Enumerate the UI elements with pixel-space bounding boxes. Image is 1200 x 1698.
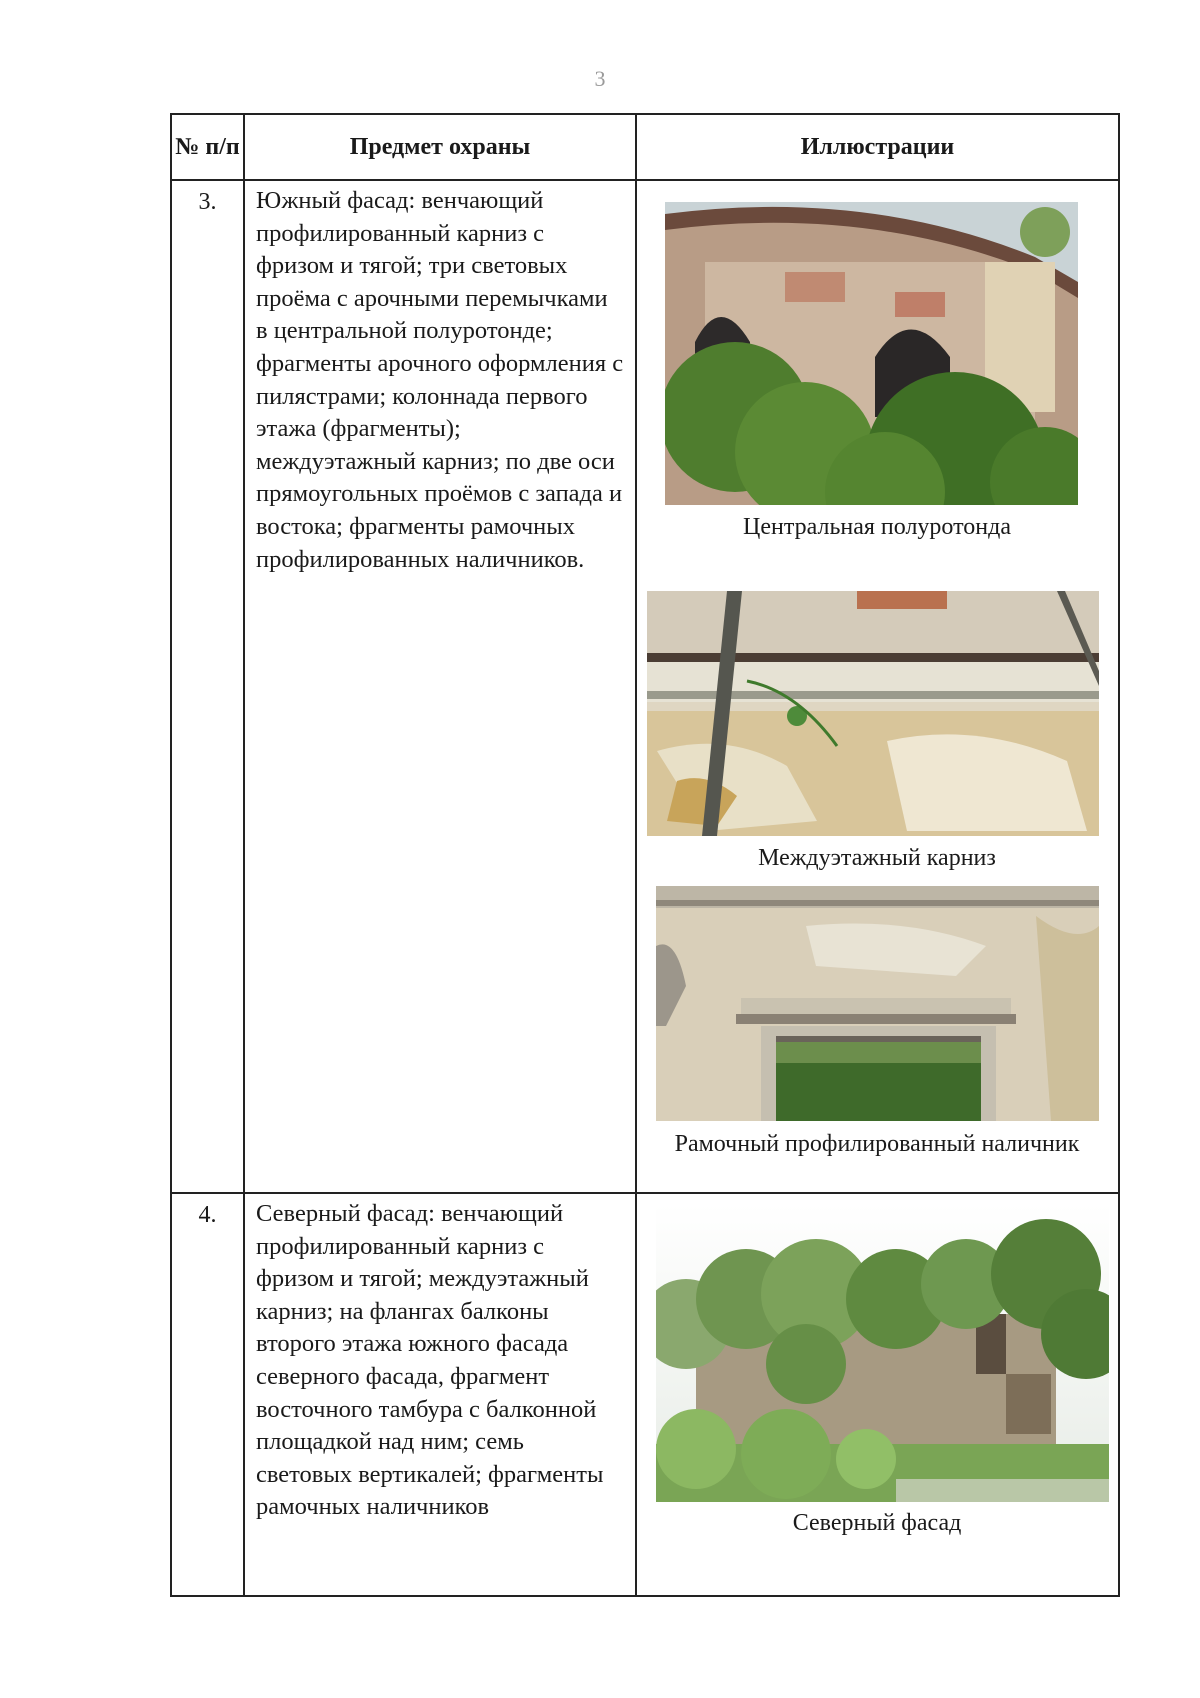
photo-profiled-frame-casing: [656, 886, 1099, 1121]
photo-north-facade: [656, 1204, 1109, 1502]
row-subject: Северный фасад: венчающий профилированный карниз с фризом и тягой; междуэтажный карниз; на флангах балконы второго этажа южного фасада северного фасада, фрагмент восточного тамбура с балконной площадкой над ним; семь световых вертикалей; фрагменты рамочных наличников: [244, 1193, 636, 1596]
caption-central-semi-rotunda: Центральная полуротонда: [743, 514, 1011, 540]
row-illustrations: [636, 1193, 1119, 1596]
table-row: [171, 180, 1119, 1193]
row-number: 4.: [171, 1193, 244, 1596]
caption-north-facade: Северный фасад: [792, 1510, 962, 1536]
photo-central-semi-rotunda: [665, 202, 1078, 505]
row-subject: Южный фасад: венчающий профилированный карниз с фризом и тягой; три световых проёма с арочными перемычками в центральной полуротонде; фрагменты арочного оформления с пилястрами; колоннада первого этажа (фрагменты); междуэтажный карниз; по две оси прямоугольных проёмов с запада и востока; фрагменты рамочных профилированных наличников.: [244, 180, 636, 1193]
photo-inter-floor-cornice: [647, 591, 1099, 836]
protection-table: [170, 113, 1120, 1597]
header-number: № п/п: [171, 114, 244, 180]
caption-inter-floor-cornice: Междуэтажный карниз: [758, 845, 996, 871]
header-subject: Предмет охраны: [244, 114, 636, 180]
caption-profiled-frame-casing: Рамочный профилированный наличник: [674, 1131, 1080, 1157]
page-number: 3: [594, 66, 606, 91]
row-number: 3.: [171, 180, 244, 1193]
row-illustrations: [636, 180, 1119, 1193]
table-row: [171, 1193, 1119, 1596]
header-illustrations: Иллюстрации: [636, 114, 1119, 180]
table-header-row: [171, 114, 1119, 180]
